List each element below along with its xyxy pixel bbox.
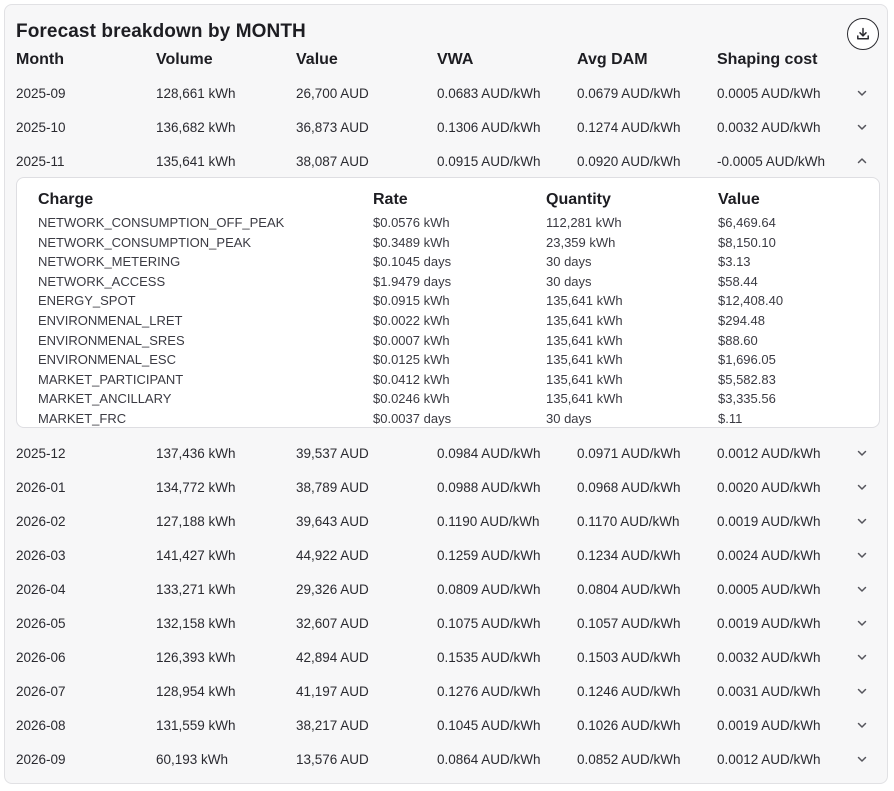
cell-avg-dam: 0.0920 AUD/kWh [577, 154, 681, 169]
cell-volume: 131,559 kWh [156, 718, 236, 733]
table-row[interactable] [16, 743, 880, 777]
table-row[interactable] [16, 709, 880, 743]
cell-volume: 134,772 kWh [156, 480, 236, 495]
detail-rate: $0.3489 kWh [373, 234, 450, 250]
table-row[interactable] [16, 145, 880, 179]
cell-value: 39,537 AUD [296, 446, 369, 461]
table-row[interactable] [16, 77, 880, 111]
detail-value: $3.13 [718, 254, 751, 270]
detail-header-quantity: Quantity [546, 191, 611, 208]
cell-value: 38,217 AUD [296, 718, 369, 733]
detail-value: $6,469.64 [718, 215, 776, 230]
cell-month: 2026-02 [16, 514, 66, 529]
cell-vwa: 0.1535 AUD/kWh [437, 650, 541, 665]
table-row[interactable] [16, 505, 880, 539]
cell-value: 42,894 AUD [296, 650, 369, 665]
detail-row [17, 235, 879, 255]
table-row[interactable] [16, 471, 880, 505]
detail-quantity: 30 days [546, 273, 592, 289]
detail-rate: $1.9479 days [373, 273, 452, 289]
cell-vwa: 0.0988 AUD/kWh [437, 480, 541, 495]
detail-header-rate: Rate [373, 191, 408, 208]
detail-quantity: 135,641 kWh [546, 313, 623, 328]
detail-row [17, 215, 879, 235]
cell-volume: 133,271 kWh [156, 582, 236, 597]
detail-row [17, 313, 879, 333]
cell-value: 41,197 AUD [296, 684, 369, 699]
expanded-detail-panel [16, 177, 880, 428]
header-volume: Volume [156, 51, 213, 68]
cell-avg-dam: 0.0968 AUD/kWh [577, 480, 681, 495]
cell-avg-dam: 0.1246 AUD/kWh [577, 684, 681, 699]
table-row[interactable] [16, 607, 880, 641]
table-header [16, 51, 880, 73]
detail-rate: $0.0007 kWh [373, 332, 450, 348]
table-row[interactable] [16, 437, 880, 471]
cell-shaping-cost: 0.0032 AUD/kWh [717, 120, 821, 135]
detail-quantity: 135,641 kWh [546, 293, 623, 309]
cell-avg-dam: 0.1170 AUD/kWh [577, 514, 680, 529]
cell-avg-dam: 0.1057 AUD/kWh [577, 616, 681, 631]
detail-quantity: 135,641 kWh [546, 352, 623, 368]
cell-volume: 128,661 kWh [156, 86, 236, 101]
card-title: Forecast breakdown by MONTH [16, 21, 306, 42]
cell-shaping-cost: 0.0019 AUD/kWh [717, 514, 821, 529]
cell-value: 38,789 AUD [296, 480, 369, 495]
chevron-up-icon[interactable] [855, 154, 871, 170]
cell-vwa: 0.1276 AUD/kWh [437, 684, 541, 699]
detail-quantity: 135,641 kWh [546, 371, 623, 387]
cell-vwa: 0.0683 AUD/kWh [437, 86, 541, 101]
cell-vwa: 0.1045 AUD/kWh [437, 718, 541, 733]
cell-avg-dam: 0.0971 AUD/kWh [577, 446, 681, 461]
cell-vwa: 0.1306 AUD/kWh [437, 120, 541, 135]
cell-volume: 135,641 kWh [156, 154, 236, 169]
detail-row [17, 411, 879, 431]
chevron-down-icon[interactable] [855, 514, 871, 530]
detail-value: $12,408.40 [718, 293, 784, 309]
detail-charge: MARKET_FRC [38, 411, 127, 426]
cell-shaping-cost: 0.0019 AUD/kWh [717, 616, 821, 631]
cell-vwa: 0.0984 AUD/kWh [437, 446, 541, 461]
cell-shaping-cost: 0.0031 AUD/kWh [717, 684, 821, 699]
table-row[interactable] [16, 675, 880, 709]
detail-quantity: 30 days [546, 411, 592, 426]
detail-rate: $0.0576 kWh [373, 215, 450, 230]
cell-month: 2026-07 [16, 684, 66, 699]
header-avg-dam: Avg DAM [577, 51, 648, 68]
chevron-down-icon[interactable] [855, 582, 871, 598]
cell-vwa: 0.0809 AUD/kWh [437, 582, 541, 597]
forecast-card [4, 4, 888, 784]
cell-month: 2026-09 [16, 752, 66, 767]
detail-charge: ENVIRONMENAL_SRES [38, 332, 185, 348]
detail-rate: $0.0915 kWh [373, 293, 450, 309]
detail-row [17, 352, 879, 372]
cell-shaping-cost: 0.0032 AUD/kWh [717, 650, 821, 665]
cell-value: 29,326 AUD [296, 582, 369, 597]
cell-month: 2026-03 [16, 548, 66, 563]
detail-charge: NETWORK_CONSUMPTION_PEAK [38, 234, 252, 250]
chevron-down-icon[interactable] [855, 650, 871, 666]
detail-value: $294.48 [718, 313, 765, 328]
detail-row [17, 372, 879, 392]
cell-value: 39,643 AUD [296, 514, 369, 529]
cell-shaping-cost: -0.0005 AUD/kWh [717, 154, 826, 169]
cell-value: 13,576 AUD [296, 752, 369, 767]
detail-rate: $0.0412 kWh [373, 371, 450, 387]
detail-value: $8,150.10 [718, 234, 776, 250]
detail-value: $88.60 [718, 332, 758, 348]
detail-rate: $0.0037 days [373, 411, 452, 426]
detail-rate: $0.0022 kWh [373, 313, 450, 328]
chevron-down-icon[interactable] [855, 752, 871, 768]
detail-charge: NETWORK_ACCESS [38, 273, 166, 289]
chevron-down-icon[interactable] [855, 480, 871, 496]
detail-row [17, 274, 879, 294]
table-row[interactable] [16, 539, 880, 573]
cell-avg-dam: 0.1503 AUD/kWh [577, 650, 681, 665]
cell-month: 2026-05 [16, 616, 66, 631]
detail-charge: MARKET_PARTICIPANT [38, 371, 184, 387]
detail-charge: ENVIRONMENAL_LRET [38, 313, 183, 328]
cell-avg-dam: 0.1026 AUD/kWh [577, 718, 681, 733]
cell-value: 38,087 AUD [296, 154, 369, 169]
cell-vwa: 0.0915 AUD/kWh [437, 154, 541, 169]
cell-month: 2026-01 [16, 480, 66, 495]
cell-volume: 128,954 kWh [156, 684, 236, 699]
cell-volume: 127,188 kWh [156, 514, 236, 529]
detail-value: $.11 [718, 411, 743, 426]
detail-value: $1,696.05 [718, 352, 776, 368]
header-vwa: VWA [437, 51, 474, 68]
detail-header-charge: Charge [38, 191, 94, 208]
detail-charge: ENVIRONMENAL_ESC [38, 352, 176, 368]
cell-value: 26,700 AUD [296, 86, 369, 101]
detail-row [17, 391, 879, 411]
chevron-down-icon[interactable] [855, 120, 871, 136]
header-value: Value [296, 51, 338, 68]
cell-avg-dam: 0.0852 AUD/kWh [577, 752, 681, 767]
cell-volume: 136,682 kWh [156, 120, 236, 135]
cell-vwa: 0.1259 AUD/kWh [437, 548, 541, 563]
cell-avg-dam: 0.0804 AUD/kWh [577, 582, 681, 597]
cell-value: 32,607 AUD [296, 616, 369, 631]
detail-row [17, 254, 879, 274]
header-month: Month [16, 51, 64, 68]
table-row[interactable] [16, 111, 880, 145]
detail-row [17, 293, 879, 313]
detail-value: $5,582.83 [718, 371, 776, 387]
cell-month: 2025-10 [16, 120, 66, 135]
cell-shaping-cost: 0.0005 AUD/kWh [717, 86, 821, 101]
cell-vwa: 0.1075 AUD/kWh [437, 616, 541, 631]
cell-shaping-cost: 0.0012 AUD/kWh [717, 446, 821, 461]
table-row[interactable] [16, 573, 880, 607]
detail-quantity: 23,359 kWh [546, 234, 616, 250]
detail-rate: $0.0125 kWh [373, 352, 450, 368]
detail-quantity: 135,641 kWh [546, 332, 623, 348]
cell-shaping-cost: 0.0019 AUD/kWh [717, 718, 821, 733]
cell-value: 44,922 AUD [296, 548, 369, 563]
detail-charge: ENERGY_SPOT [38, 293, 136, 309]
detail-quantity: 30 days [546, 254, 592, 270]
cell-volume: 60,193 kWh [156, 752, 229, 767]
cell-volume: 126,393 kWh [156, 650, 236, 665]
detail-value: $58.44 [718, 273, 758, 289]
cell-shaping-cost: 0.0020 AUD/kWh [717, 480, 821, 495]
cell-month: 2026-04 [16, 582, 66, 597]
cell-month: 2025-12 [16, 446, 66, 461]
chevron-down-icon[interactable] [855, 446, 871, 462]
cell-month: 2026-08 [16, 718, 66, 733]
cell-volume: 141,427 kWh [156, 548, 236, 563]
cell-shaping-cost: 0.0024 AUD/kWh [717, 548, 821, 563]
detail-header-value: Value [718, 191, 760, 208]
chevron-down-icon[interactable] [855, 718, 871, 734]
header-shaping-cost: Shaping cost [717, 51, 818, 68]
cell-avg-dam: 0.1234 AUD/kWh [577, 548, 681, 563]
detail-charge: MARKET_ANCILLARY [38, 391, 172, 407]
detail-rate: $0.0246 kWh [373, 391, 450, 407]
cell-value: 36,873 AUD [296, 120, 369, 135]
detail-charge: NETWORK_METERING [38, 254, 181, 270]
cell-avg-dam: 0.0679 AUD/kWh [577, 86, 681, 101]
detail-rate: $0.1045 days [373, 254, 452, 270]
cell-month: 2026-06 [16, 650, 66, 665]
detail-row [17, 333, 879, 353]
cell-month: 2025-09 [16, 86, 66, 101]
chevron-down-icon[interactable] [855, 548, 871, 564]
cell-shaping-cost: 0.0005 AUD/kWh [717, 582, 821, 597]
download-icon [855, 26, 871, 42]
cell-vwa: 0.0864 AUD/kWh [437, 752, 541, 767]
cell-month: 2025-11 [16, 154, 65, 169]
chevron-down-icon[interactable] [855, 616, 871, 632]
chevron-down-icon[interactable] [855, 86, 871, 102]
detail-header [17, 191, 879, 211]
cell-shaping-cost: 0.0012 AUD/kWh [717, 752, 821, 767]
detail-quantity: 112,281 kWh [546, 215, 622, 230]
cell-avg-dam: 0.1274 AUD/kWh [577, 120, 681, 135]
download-button[interactable] [847, 18, 879, 50]
detail-charge: NETWORK_CONSUMPTION_OFF_PEAK [38, 215, 285, 230]
cell-vwa: 0.1190 AUD/kWh [437, 514, 540, 529]
table-row[interactable] [16, 641, 880, 675]
cell-volume: 132,158 kWh [156, 616, 236, 631]
detail-quantity: 135,641 kWh [546, 391, 623, 407]
cell-volume: 137,436 kWh [156, 446, 236, 461]
chevron-down-icon[interactable] [855, 684, 871, 700]
detail-value: $3,335.56 [718, 391, 776, 407]
